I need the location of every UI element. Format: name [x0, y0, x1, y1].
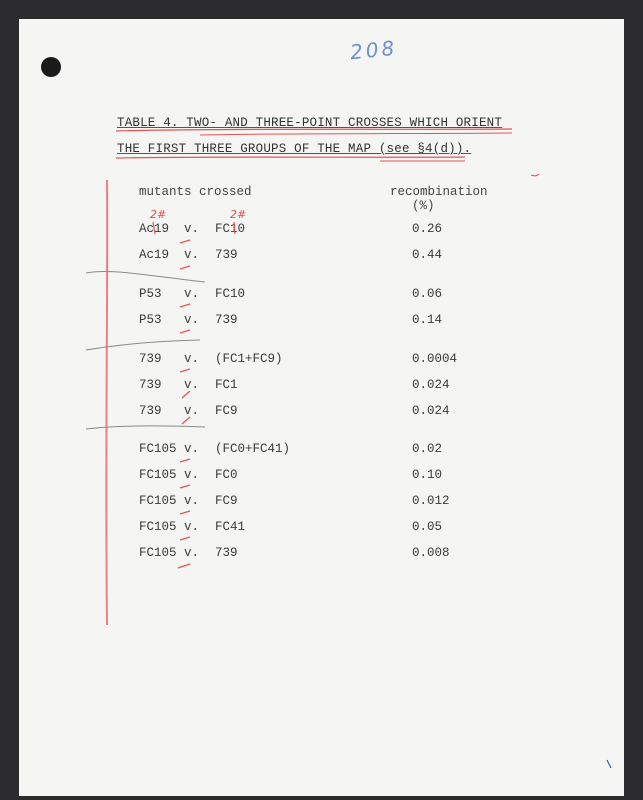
- red-tick: [180, 369, 190, 372]
- recombination-value: 0.14: [412, 313, 443, 327]
- recombination-value: 0.024: [412, 404, 450, 418]
- mutant-b: FC10: [215, 287, 246, 301]
- red-tick: [180, 240, 190, 243]
- mutant-a: 739: [139, 352, 162, 366]
- recombination-value: 0.024: [412, 378, 450, 392]
- red-tick: [180, 485, 190, 488]
- mutant-a: P53: [139, 313, 162, 327]
- mutant-a: Ac19: [139, 248, 170, 262]
- recombination-value: 0.44: [412, 248, 443, 262]
- mutant-a: FC105: [139, 520, 177, 534]
- red-tick: [182, 417, 190, 424]
- mutant-a: FC105: [139, 494, 177, 508]
- red-tick: [178, 564, 190, 568]
- table-title-line-2: THE FIRST THREE GROUPS OF THE MAP (see §4(d)).: [117, 142, 472, 156]
- recombination-value: 0.26: [412, 222, 443, 236]
- recombination-value: 0.02: [412, 442, 443, 456]
- mutant-b: 739: [215, 546, 238, 560]
- red-margin-line: [106, 180, 107, 625]
- versus-label: v.: [184, 546, 200, 560]
- mutant-b: FC0: [215, 468, 238, 482]
- versus-label: v.: [184, 378, 200, 392]
- red-tick: [180, 266, 190, 269]
- recombination-value: 0.05: [412, 520, 443, 534]
- mutant-b: 739: [215, 313, 238, 327]
- versus-label: v.: [184, 248, 200, 262]
- versus-label: v.: [184, 468, 200, 482]
- recombination-value: 0.0004: [412, 352, 458, 366]
- recombination-value: 0.012: [412, 494, 450, 508]
- table-title-line-1: TABLE 4. TWO- AND THREE-POINT CROSSES WHICH ORIENT: [117, 116, 503, 130]
- versus-label: v.: [184, 287, 200, 301]
- group-separator-3: [86, 426, 205, 429]
- mutant-b: (FC0+FC41): [215, 442, 291, 456]
- mutant-a: P53: [139, 287, 162, 301]
- red-tick: [180, 304, 190, 307]
- title-red-underline-1b: [200, 133, 512, 135]
- group-separator-2: [86, 340, 200, 350]
- mutant-b: FC1: [215, 378, 238, 392]
- mutant-a: 739: [139, 378, 162, 392]
- mutant-a: 739: [139, 404, 162, 418]
- mutant-a: FC105: [139, 468, 177, 482]
- recombination-value: 0.06: [412, 287, 443, 301]
- margin-note-2: 2#: [230, 208, 247, 221]
- versus-label: v.: [184, 404, 200, 418]
- red-tick: [180, 330, 190, 333]
- red-tick: [180, 511, 190, 514]
- header-percent: (%): [412, 199, 435, 213]
- mutant-a: FC105: [139, 546, 177, 560]
- page-number: 208: [348, 35, 399, 65]
- versus-label: v.: [184, 313, 200, 327]
- mutant-b: 739: [215, 248, 238, 262]
- mutant-b: FC41: [215, 520, 246, 534]
- mutant-a: Ac19: [139, 222, 170, 236]
- header-mutants-crossed: mutants crossed: [139, 185, 252, 199]
- mutant-b: (FC1+FC9): [215, 352, 283, 366]
- red-tick: [180, 537, 190, 540]
- group-separator-1: [86, 271, 205, 282]
- red-note-stroke: [234, 222, 235, 234]
- red-tick: [180, 459, 190, 462]
- corner-red-mark: [531, 174, 539, 176]
- versus-label: v.: [184, 222, 200, 236]
- versus-label: v.: [184, 494, 200, 508]
- title-red-underline-2: [116, 157, 465, 158]
- mutant-b: FC9: [215, 404, 238, 418]
- versus-label: v.: [184, 442, 200, 456]
- mutant-a: FC105: [139, 442, 177, 456]
- title-red-underline-1: [116, 129, 512, 131]
- versus-label: v.: [184, 520, 200, 534]
- mutant-b: FC10: [215, 222, 246, 236]
- recombination-value: 0.10: [412, 468, 443, 482]
- red-tick: [182, 391, 190, 398]
- mutant-b: FC9: [215, 494, 238, 508]
- red-note-stroke: [153, 222, 155, 234]
- recombination-value: 0.008: [412, 546, 450, 560]
- margin-note-1: 2#: [150, 208, 167, 221]
- header-recombination: recombination: [390, 185, 488, 199]
- corner-blue-mark: [607, 760, 611, 768]
- versus-label: v.: [184, 352, 200, 366]
